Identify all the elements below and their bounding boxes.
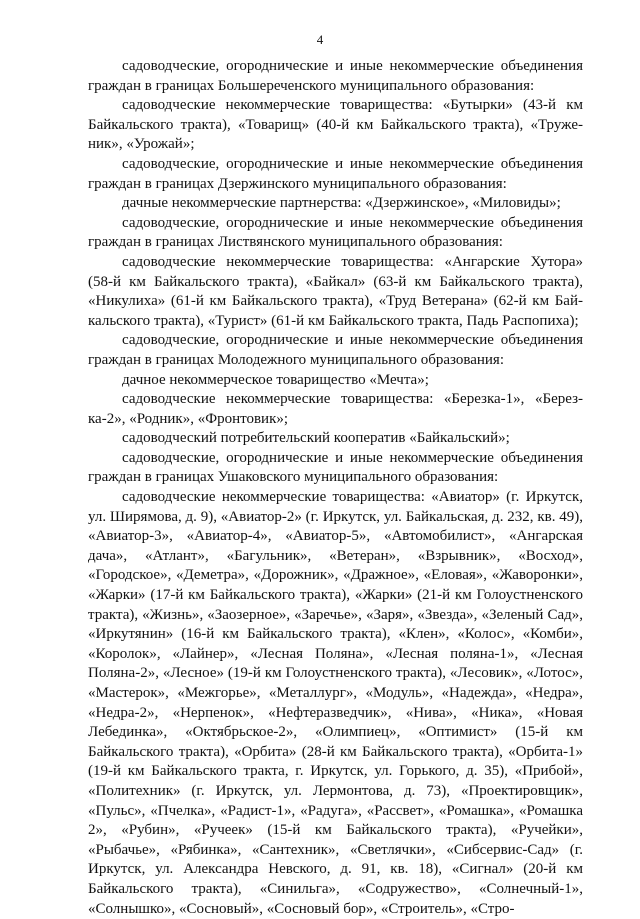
paragraph-molodezhny-heading: садоводческие, огороднические и иные некоммерческие объединения граждан в границах Молодежного муниципального образования: [88, 332, 583, 368]
paragraph-molodezhny-snt: садоводческие некоммерческие товарищества: «Березка-1», «Березка-2», «Родник», «Фронтовик»; [88, 391, 583, 427]
page-number: 4 [316, 32, 324, 47]
document-body [88, 57, 583, 919]
paragraph-listvyanka-heading: садоводческие, огороднические и иные некоммерческие объединения граждан в границах Листвянского муниципального образования: [88, 214, 583, 251]
paragraph-molodezhny-dnt: дачное некоммерческое товарищество «Мечта»; [122, 371, 429, 388]
paragraph-ushakovsk-heading: садоводческие, огороднические и иные некоммерческие объединения граждан в границах Ушаковского муниципального образования: [88, 449, 583, 486]
paragraph-molodezhny-spk: садоводческий потребительский кооператив «Байкальский»; [122, 430, 510, 447]
paragraph-bolsherechensk-heading: садоводческие, огороднические и иные некоммерческие объединения граждан в границах Большереченского муниципального образования: [88, 58, 583, 94]
paragraph-dzerzhinsk-heading: садоводческие, огороднические и иные некоммерческие объединения граждан в границах Дзержинского муниципального образования: [88, 155, 583, 192]
paragraph-bolsherechensk-snt: садоводческие некоммерческие товарищества: «Бутырки» (43-й км Байкальского тракта), «Товарищ» (40-й км Байкальского тракта), «Труженик», «Урожай»; [88, 97, 583, 153]
paragraph-ushakovsk-snt: садоводческие некоммерческие товарищества: «Авиатор» (г. Иркутск, ул. Ширямова, д. 9), «Авиатор-2» (г. Иркутск, ул. Байкальская, д. 232, кв. 49), «Авиатор-3», «Авиатор-4», «Авиатор-5», «Автомобилист», «Ангарская дача», «Атлант», «Багульник», «Ветеран», «Взрывник», «Восход», «Городское», «Деметра», «Дорожник», «Дражное», «Еловая», «Жаворонки», «Жарки» (17-й км Байкальского тракта), «Жарки» (21-й км Голоустненского тракта), «Жизнь», «Заозерное», «Заречье», «Заря», «Звезда», «Зеленый Сад», «Иркутянин» (16-й км Байкальского тракта), «Клен», «Колос», «Комби», «Королок», «Лайнер», «Лесная Поляна», «Лесная поляна-1», «Лесная Поляна-2», «Лесное» (19-й км Голоустненского тракта), «Лесовик», «Лотос», «Мастерок», «Межгорье», «Металлург», «Модуль», «Надежда», «Недра», «Недра-2», «Нерпенок», «Нефтеразведчик», «Нива», «Ника», «Новая Лебединка», «Октябрьское-2», «Олимпиец», «Оптимист» (15-й км Байкальского тракта), «Орбита» (28-й км Байкальского тракта), «Орбита-1» (19-й км Байкальского тракта, г. Иркутск, ул. Горького, д. 35), «Прибой», «Политехник» (г. Иркутск, ул. Лермонтова, д. 73), «Проектировщик», «Пульс», «Пчелка», «Радист-1», «Радуга», «Рассвет», «Ромашка», «Ромашка 2», «Рубин», «Ручеек» (15-й км Байкальского тракта), «Ручейки», «Рыбачье», «Рябинка», «Сантехник», «Светлячки», «Сибсервис-Сад» (г. Иркутск, ул. Александра Невского, д. 91, кв. 18), «Сигнал» (20-й км Байкальского тракта), «Синильга», «Содружество», «Солнечный-1», «Солнышко», «Сосновый», «Сосновый бор», «Строитель», «Стро- [88, 489, 583, 917]
paragraph-listvyanka-snt: садоводческие некоммерческие товарищества: «Ангарские Хутора» (58-й км Байкальского тракта), «Байкал» (63-й км Байкальского тракта), «Никулиха» (61-й км Байкальского тракта), «Труд Ветерана» (62-й км Байкальского тракта), «Турист» (61-й км Байкальского тракта, Падь Распопиха); [88, 253, 583, 329]
paragraph-dzerzhinsk-dnp: дачные некоммерческие партнерства: «Дзержинское», «Миловиды»; [122, 195, 561, 212]
